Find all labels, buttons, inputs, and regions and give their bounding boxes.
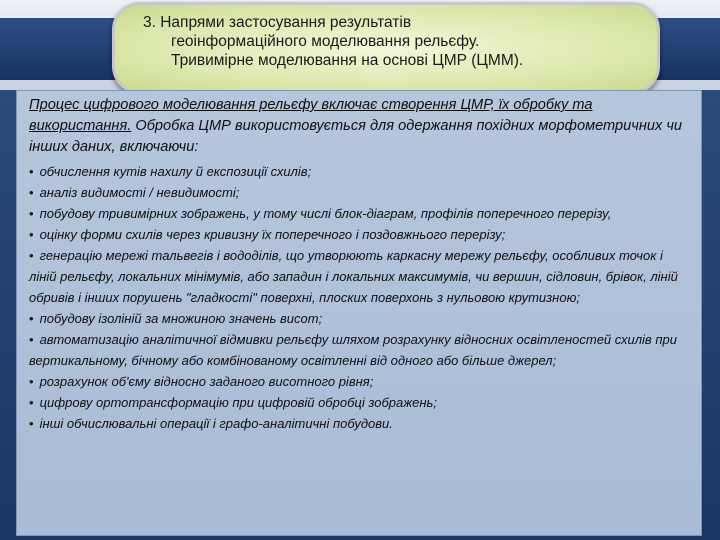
slide-title-line-2: геоінформаційного моделювання рельєфу. bbox=[171, 33, 480, 50]
list-item bbox=[29, 224, 691, 245]
bullet-icon: • bbox=[29, 311, 34, 326]
list-item bbox=[29, 371, 691, 392]
intro-paragraph bbox=[29, 95, 691, 158]
list-item-text: оцінку форми схилів через кривизну їх поперечного і поздовжнього перерізу; bbox=[39, 227, 506, 242]
list-item bbox=[29, 161, 691, 182]
bullet-icon: • bbox=[29, 185, 34, 200]
list-item bbox=[29, 182, 691, 203]
list-item bbox=[29, 392, 691, 413]
slide-title-line-3: Тривимірне моделювання на основі ЦМР (ЦММ). bbox=[171, 52, 524, 69]
list-item-text: побудову тривимірних зображень, у тому числі блок-діаграм, профілів поперечного перерізу, bbox=[39, 206, 612, 221]
list-item bbox=[29, 245, 691, 308]
slide-title-line-1: 3. Напрями застосування результатів bbox=[143, 14, 412, 31]
list-item-text: аналіз видимості / невидимості; bbox=[39, 185, 240, 200]
list-item bbox=[29, 203, 691, 224]
bullet-icon: • bbox=[29, 248, 34, 263]
list-item bbox=[29, 413, 691, 434]
bullet-list bbox=[29, 161, 691, 434]
list-item-text: обчислення кутів нахилу й експозиції схилів; bbox=[39, 164, 312, 179]
list-item-text: розрахунок об'єму відносно заданого висотного рівня; bbox=[39, 374, 374, 389]
slide-content-box bbox=[16, 90, 702, 536]
bullet-icon: • bbox=[29, 206, 34, 221]
list-item bbox=[29, 329, 691, 371]
intro-underlined-text: Процес цифрового моделювання рельєфу включає створення ЦМР, їх обробку та використання. bbox=[29, 97, 593, 134]
slide-title-box bbox=[112, 2, 660, 94]
bullet-icon: • bbox=[29, 395, 34, 410]
list-item-text: побудову ізоліній за множиною значень висот; bbox=[39, 311, 323, 326]
intro-text: Обробка ЦМР використовується для одержання похідних морфометричних чи інших даних, включаючи: bbox=[29, 118, 683, 155]
list-item-text: цифрову ортотрансформацію при цифровій обробці зображень; bbox=[39, 395, 438, 410]
list-item-text: автоматизацію аналітичної відмивки рельєфу шляхом розрахунку відносних освітленостей схилів при вертикальному, бічному або комбінованому освітленні від одного або більше джерел; bbox=[29, 332, 677, 368]
list-item-text: інші обчислювальні операції і графо-аналітичні побудови. bbox=[39, 416, 393, 431]
bullet-icon: • bbox=[29, 164, 34, 179]
bullet-icon: • bbox=[29, 227, 34, 242]
list-item-text: генерацію мережі тальвегів і вододілів, що утворюють каркасну мережу рельєфу, особливих точок і ліній рельєфу, локальних мінімумів, або западин і локальних максимумів, чи вершин, сідловин, брівок, ліній обривів і інших порушень "гладкості" поверхні, плоских поверхонь з нульовою крутизною; bbox=[29, 248, 678, 305]
bullet-icon: • bbox=[29, 416, 34, 431]
bullet-icon: • bbox=[29, 332, 34, 347]
bullet-icon: • bbox=[29, 374, 34, 389]
list-item bbox=[29, 308, 691, 329]
